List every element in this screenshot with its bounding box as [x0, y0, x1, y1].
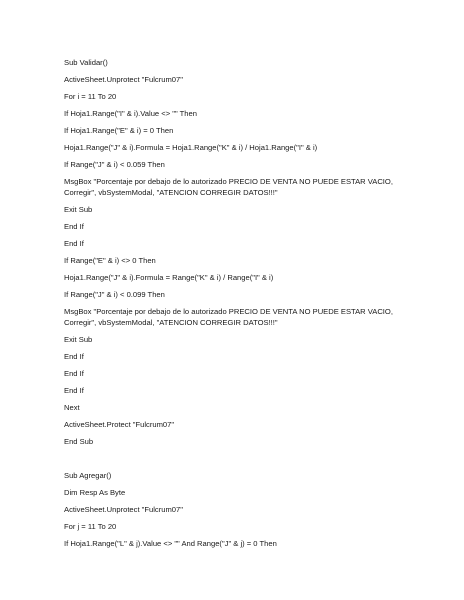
code-line: Sub Validar() [64, 58, 108, 67]
code-line: For j = 11 To 20 [64, 522, 117, 531]
code-line: ActiveSheet.Unprotect "Fulcrum07" [64, 505, 183, 514]
code-line: If Hoja1.Range("E" & i) = 0 Then [64, 126, 174, 135]
code-line: End If [64, 222, 84, 231]
code-line: Sub Agregar() [64, 471, 112, 480]
code-line: End Sub [64, 437, 94, 446]
code-line-msgbox: MsgBox "Porcentaje por debajo de lo autorizado PRECIO DE VENTA NO PUEDE ESTAR VACIO, Corregir", vbSystemModal, "ATENCION CORREGIR DATOS!!!" [64, 177, 393, 197]
code-line: If Range("J" & i) < 0.099 Then [64, 290, 165, 299]
code-line: End If [64, 369, 84, 378]
code-line-msgbox: MsgBox "Porcentaje por debajo de lo autorizado PRECIO DE VENTA NO PUEDE ESTAR VACIO, Corregir", vbSystemModal, "ATENCION CORREGIR DATOS!!!" [64, 307, 393, 327]
code-line: ActiveSheet.Unprotect "Fulcrum07" [64, 75, 183, 84]
code-line: End If [64, 386, 84, 395]
code-line: If Hoja1.Range("I" & i).Value <> "" Then [64, 109, 197, 118]
code-line: If Hoja1.Range("L" & j).Value <> "" And Range("J" & j) = 0 Then [64, 539, 277, 548]
code-line: End If [64, 239, 84, 248]
code-line: Hoja1.Range("J" & i).Formula = Range("K" & i) / Range("I" & i) [64, 273, 274, 282]
code-line: Exit Sub [64, 335, 93, 344]
code-line: End If [64, 352, 84, 361]
code-line: If Range("J" & i) < 0.059 Then [64, 160, 165, 169]
code-line: Exit Sub [64, 205, 93, 214]
code-line: If Range("E" & i) <> 0 Then [64, 256, 156, 265]
code-line: ActiveSheet.Protect "Fulcrum07" [64, 420, 175, 429]
code-line: For i = 11 To 20 [64, 92, 117, 101]
code-line: Hoja1.Range("J" & i).Formula = Hoja1.Range("K" & i) / Hoja1.Range("I" & i) [64, 143, 318, 152]
code-line: Next [64, 403, 80, 412]
code-line: Dim Resp As Byte [64, 488, 126, 497]
